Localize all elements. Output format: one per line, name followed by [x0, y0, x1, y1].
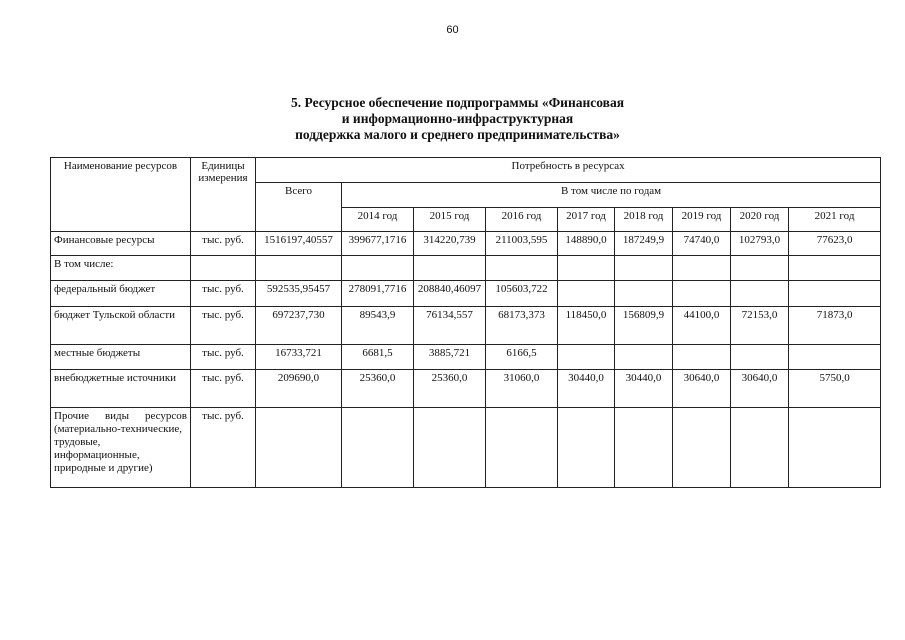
header-need: Потребность в ресурсах — [256, 158, 881, 183]
header-year: 2016 год — [486, 208, 558, 232]
row-total: 1516197,40557 — [256, 232, 342, 256]
header-by-years: В том числе по годам — [342, 183, 881, 208]
header-units: Единицы измерения — [191, 158, 256, 232]
row-value: 68173,373 — [486, 307, 558, 345]
table-row — [51, 256, 881, 281]
row-name: местные бюджеты — [51, 345, 191, 370]
row-value — [673, 256, 731, 281]
row-name: бюджет Тульской области — [51, 307, 191, 345]
row-name: внебюджетные источники — [51, 370, 191, 408]
row-total — [256, 256, 342, 281]
row-value — [486, 408, 558, 488]
row-name: федеральный бюджет — [51, 281, 191, 307]
row-value: 399677,1716 — [342, 232, 414, 256]
row-value: 89543,9 — [342, 307, 414, 345]
row-value: 208840,46097 — [414, 281, 486, 307]
row-value: 156809,9 — [615, 307, 673, 345]
resources-table — [50, 157, 881, 488]
row-value — [673, 408, 731, 488]
title-line-3: поддержка малого и среднего предпринимательства» — [295, 127, 620, 142]
row-value — [342, 256, 414, 281]
row-value: 102793,0 — [731, 232, 789, 256]
row-unit: тыс. руб. — [191, 307, 256, 345]
row-unit: тыс. руб. — [191, 408, 256, 488]
row-value: 105603,722 — [486, 281, 558, 307]
row-value: 314220,739 — [414, 232, 486, 256]
row-value: 30640,0 — [673, 370, 731, 408]
row-value: 30440,0 — [615, 370, 673, 408]
table-row — [51, 345, 881, 370]
row-value: 31060,0 — [486, 370, 558, 408]
row-total — [256, 408, 342, 488]
row-value — [673, 345, 731, 370]
row-unit: тыс. руб. — [191, 370, 256, 408]
row-value: 148890,0 — [558, 232, 615, 256]
row-value — [414, 408, 486, 488]
header-year: 2017 год — [558, 208, 615, 232]
row-value: 30440,0 — [558, 370, 615, 408]
row-value — [558, 256, 615, 281]
row-value: 44100,0 — [673, 307, 731, 345]
row-unit: тыс. руб. — [191, 232, 256, 256]
table-row — [51, 307, 881, 345]
header-year: 2020 год — [731, 208, 789, 232]
row-name: В том числе: — [51, 256, 191, 281]
row-total: 16733,721 — [256, 345, 342, 370]
row-total: 592535,95457 — [256, 281, 342, 307]
row-value: 72153,0 — [731, 307, 789, 345]
row-name: Финансовые ресурсы — [51, 232, 191, 256]
row-total: 697237,730 — [256, 307, 342, 345]
page-number: 60 — [446, 24, 459, 36]
row-value — [731, 345, 789, 370]
header-row-1 — [51, 158, 881, 183]
title-line-1: 5. Ресурсное обеспечение подпрограммы «Финансовая — [291, 95, 624, 110]
row-value — [731, 256, 789, 281]
row-value — [486, 256, 558, 281]
row-value — [789, 408, 881, 488]
table-row — [51, 281, 881, 307]
row-value: 118450,0 — [558, 307, 615, 345]
row-value: 74740,0 — [673, 232, 731, 256]
row-value — [558, 281, 615, 307]
row-unit — [191, 256, 256, 281]
row-value — [414, 256, 486, 281]
row-value — [615, 345, 673, 370]
header-year: 2018 год — [615, 208, 673, 232]
row-value — [615, 408, 673, 488]
header-resource-name: Наименование ресурсов — [51, 158, 191, 232]
row-value — [789, 345, 881, 370]
row-value: 5750,0 — [789, 370, 881, 408]
row-value — [673, 281, 731, 307]
table-row — [51, 408, 881, 488]
row-value: 25360,0 — [342, 370, 414, 408]
row-total: 209690,0 — [256, 370, 342, 408]
row-value — [789, 256, 881, 281]
header-year: 2015 год — [414, 208, 486, 232]
title-line-2: и информационно-инфраструктурная — [341, 111, 574, 126]
table-row — [51, 232, 881, 256]
row-value — [615, 256, 673, 281]
row-value: 3885,721 — [414, 345, 486, 370]
row-value — [342, 408, 414, 488]
row-value: 25360,0 — [414, 370, 486, 408]
row-value — [615, 281, 673, 307]
table-row — [51, 370, 881, 408]
row-value: 6681,5 — [342, 345, 414, 370]
row-value — [558, 408, 615, 488]
section-title — [150, 95, 765, 143]
row-value — [731, 281, 789, 307]
row-value — [789, 281, 881, 307]
row-value — [731, 408, 789, 488]
row-value: 30640,0 — [731, 370, 789, 408]
row-value: 71873,0 — [789, 307, 881, 345]
row-unit: тыс. руб. — [191, 281, 256, 307]
row-value: 6166,5 — [486, 345, 558, 370]
header-year: 2019 год — [673, 208, 731, 232]
header-total: Всего — [256, 183, 342, 232]
row-value: 187249,9 — [615, 232, 673, 256]
row-value: 278091,7716 — [342, 281, 414, 307]
row-name: Прочие виды ресурсов (материально-технические, трудовые, информационные, природные и другие) — [51, 408, 191, 488]
row-value: 211003,595 — [486, 232, 558, 256]
row-value: 76134,557 — [414, 307, 486, 345]
header-year: 2021 год — [789, 208, 881, 232]
row-value: 77623,0 — [789, 232, 881, 256]
row-value — [558, 345, 615, 370]
row-unit: тыс. руб. — [191, 345, 256, 370]
header-year: 2014 год — [342, 208, 414, 232]
